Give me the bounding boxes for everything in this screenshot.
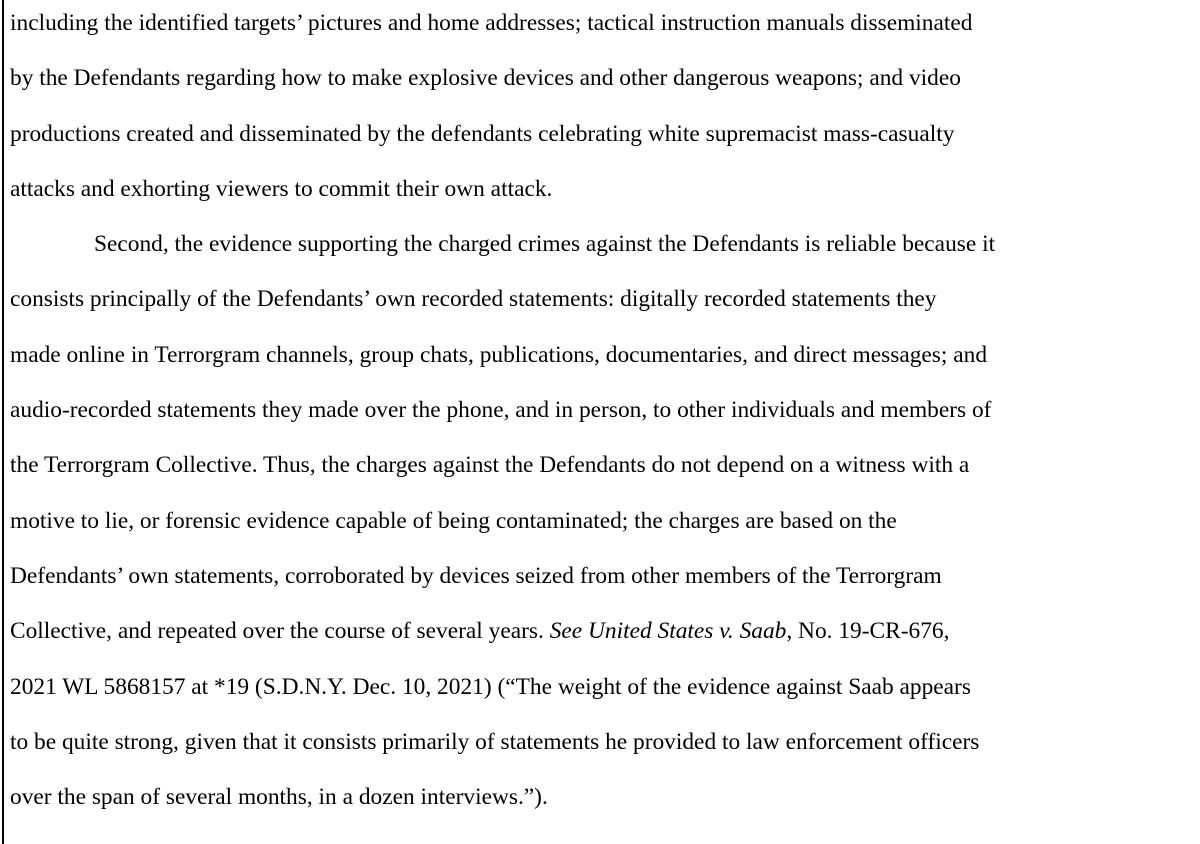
paragraph-2 [10, 217, 1190, 825]
text-line: the Terrorgram Collective. Thus, the charges against the Defendants do not depend on a witness with a [10, 452, 970, 479]
text-line: to be quite strong, given that it consists primarily of statements he provided to law enforcement officers [10, 728, 980, 755]
paragraph-1 [10, 0, 1190, 217]
text-line: motive to lie, or forensic evidence capable of being contaminated; the charges are based on the [10, 507, 897, 534]
document-body [10, 0, 1190, 825]
left-margin-rule [2, 0, 4, 844]
text-line: made online in Terrorgram channels, group chats, publications, documentaries, and direct messages; and [10, 341, 988, 368]
text-line: 2021 WL 5868157 at *19 (S.D.N.Y. Dec. 10, 2021) (“The weight of the evidence against Saab appears [10, 673, 971, 700]
text-line: productions created and disseminated by the defendants celebrating white supremacist mass-casualty [10, 120, 955, 147]
text-line-indented: Second, the evidence supporting the charged crimes against the Defendants is reliable because it [94, 231, 996, 258]
text-line: attacks and exhorting viewers to commit their own attack. [10, 175, 553, 202]
text-line: by the Defendants regarding how to make explosive devices and other dangerous weapons; and video [10, 65, 961, 92]
text-line: over the span of several months, in a dozen interviews.”). [10, 784, 548, 811]
text-line: Defendants’ own statements, corroborated by devices seized from other members of the Terrorgram [10, 562, 942, 589]
citation-text-before: Collective, and repeated over the course of several years. [10, 618, 550, 645]
citation-text-after: , No. 19-CR-676, [786, 618, 950, 645]
text-line: consists principally of the Defendants’ own recorded statements: digitally recorded statements they [10, 286, 937, 313]
citation-line [10, 604, 1190, 659]
text-line: audio-recorded statements they made over the phone, and in person, to other individuals and members of [10, 397, 992, 424]
text-line: including the identified targets’ pictures and home addresses; tactical instruction manuals disseminated [10, 10, 973, 36]
case-citation-italic: See United States v. Saab [549, 618, 787, 645]
